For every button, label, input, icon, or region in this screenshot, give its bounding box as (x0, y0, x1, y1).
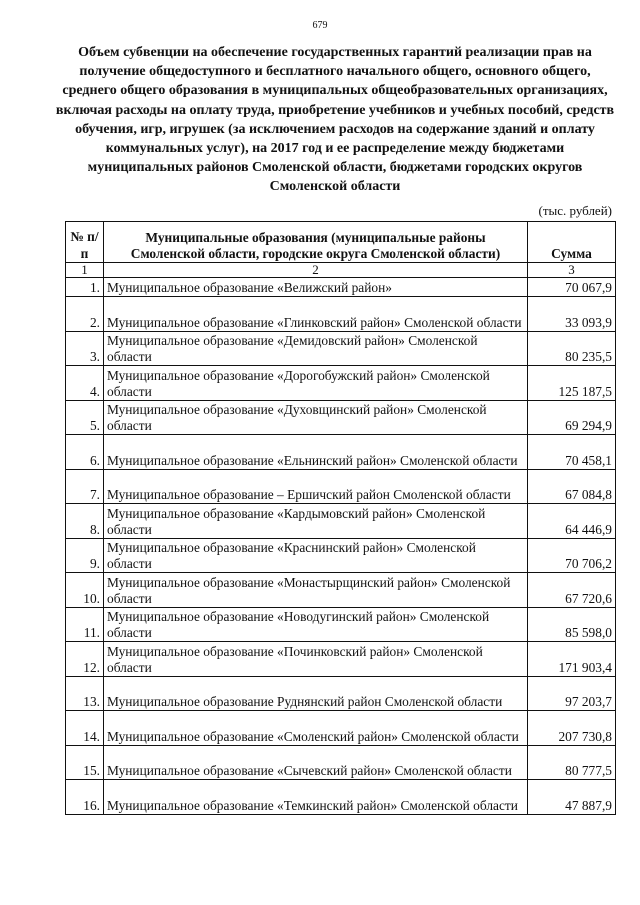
municipality-name: Муниципальное образование «Дорогобужский район» Смоленской области (104, 366, 528, 401)
municipality-name: Муниципальное образование «Ельнинский район» Смоленской области (104, 435, 528, 470)
subvention-sum: 80 777,5 (528, 745, 616, 780)
municipality-name: Муниципальное образование «Темкинский район» Смоленской области (104, 780, 528, 815)
subvention-sum: 80 235,5 (528, 331, 616, 366)
municipality-name: Муниципальное образование «Кардымовский район» Смоленской области (104, 504, 528, 539)
row-number: 3. (66, 331, 104, 366)
row-number: 11. (66, 607, 104, 642)
subvention-sum: 64 446,9 (528, 504, 616, 539)
table-row (66, 400, 616, 435)
table-row (66, 435, 616, 470)
municipality-name: Муниципальное образование «Новодугинский район» Смоленской области (104, 607, 528, 642)
table-row (66, 469, 616, 504)
municipality-name: Муниципальное образование «Краснинский район» Смоленской области (104, 538, 528, 573)
row-number: 5. (66, 400, 104, 435)
subvention-sum: 171 903,4 (528, 642, 616, 677)
subvention-sum: 47 887,9 (528, 780, 616, 815)
table-row (66, 366, 616, 401)
municipality-name: Муниципальное образование – Ершичский район Смоленской области (104, 469, 528, 504)
header-name: Муниципальные образования (муниципальные районы Смоленской области, городские округа Смоленской области) (104, 222, 528, 263)
row-number: 14. (66, 711, 104, 746)
municipality-name: Муниципальное образование «Глинковский район» Смоленской области (104, 297, 528, 332)
table-row (66, 297, 616, 332)
subvention-sum: 33 093,9 (528, 297, 616, 332)
column-number-row (66, 263, 616, 278)
row-number: 1. (66, 278, 104, 297)
subvention-table (65, 221, 616, 815)
table-row (66, 504, 616, 539)
table-row (66, 642, 616, 677)
municipality-name: Муниципальное образование «Демидовский район» Смоленской области (104, 331, 528, 366)
table-row (66, 278, 616, 297)
municipality-name: Муниципальное образование Руднянский район Смоленской области (104, 676, 528, 711)
page-number: 679 (312, 20, 328, 31)
municipality-name: Муниципальное образование «Починковский район» Смоленской области (104, 642, 528, 677)
row-number: 6. (66, 435, 104, 470)
row-number: 15. (66, 745, 104, 780)
row-number: 9. (66, 538, 104, 573)
subvention-sum: 67 720,6 (528, 573, 616, 608)
subvention-sum: 85 598,0 (528, 607, 616, 642)
header-sum: Сумма (528, 222, 616, 263)
subvention-sum: 70 067,9 (528, 278, 616, 297)
column-number: 1 (66, 263, 104, 278)
row-number: 13. (66, 676, 104, 711)
subvention-sum: 97 203,7 (528, 676, 616, 711)
subvention-sum: 70 706,2 (528, 538, 616, 573)
municipality-name: Муниципальное образование «Монастырщинский район» Смоленской области (104, 573, 528, 608)
row-number: 8. (66, 504, 104, 539)
row-number: 7. (66, 469, 104, 504)
document-title: Объем субвенции на обеспечение государственных гарантий реализации прав на получение общедоступного и бесплатного начального общего, основного общего, среднего общего образования в муниципальных общеобразовательных организациях, включая расходы на оплату труда, приобретение учебников и учебных пособий, средств обучения, игр, игрушек (за исключением расходов на содержание зданий и оплату коммунальных услуг), на 2017 год и ее распределение между бюджетами муниципальных районов Смоленской области, бюджетами городских округов Смоленской области (55, 45, 615, 195)
row-number: 10. (66, 573, 104, 608)
table-row (66, 331, 616, 366)
subvention-sum: 69 294,9 (528, 400, 616, 435)
subvention-sum: 70 458,1 (528, 435, 616, 470)
table-row (66, 607, 616, 642)
column-number: 2 (104, 263, 528, 278)
unit-label: (тыс. рублей) (538, 203, 612, 218)
row-number: 2. (66, 297, 104, 332)
subvention-sum: 207 730,8 (528, 711, 616, 746)
table-row (66, 676, 616, 711)
municipality-name: Муниципальное образование «Сычевский район» Смоленской области (104, 745, 528, 780)
subvention-sum: 125 187,5 (528, 366, 616, 401)
table-row (66, 711, 616, 746)
row-number: 4. (66, 366, 104, 401)
row-number: 12. (66, 642, 104, 677)
row-number: 16. (66, 780, 104, 815)
table-row (66, 745, 616, 780)
column-number: 3 (528, 263, 616, 278)
header-num: № п/п (66, 222, 104, 263)
municipality-name: Муниципальное образование «Духовщинский район» Смоленской области (104, 400, 528, 435)
table-row (66, 780, 616, 815)
subvention-sum: 67 084,8 (528, 469, 616, 504)
table-row (66, 538, 616, 573)
municipality-name: Муниципальное образование «Смоленский район» Смоленской области (104, 711, 528, 746)
table-row (66, 573, 616, 608)
municipality-name: Муниципальное образование «Велижский район» (104, 278, 528, 297)
table-header-row (66, 222, 616, 263)
